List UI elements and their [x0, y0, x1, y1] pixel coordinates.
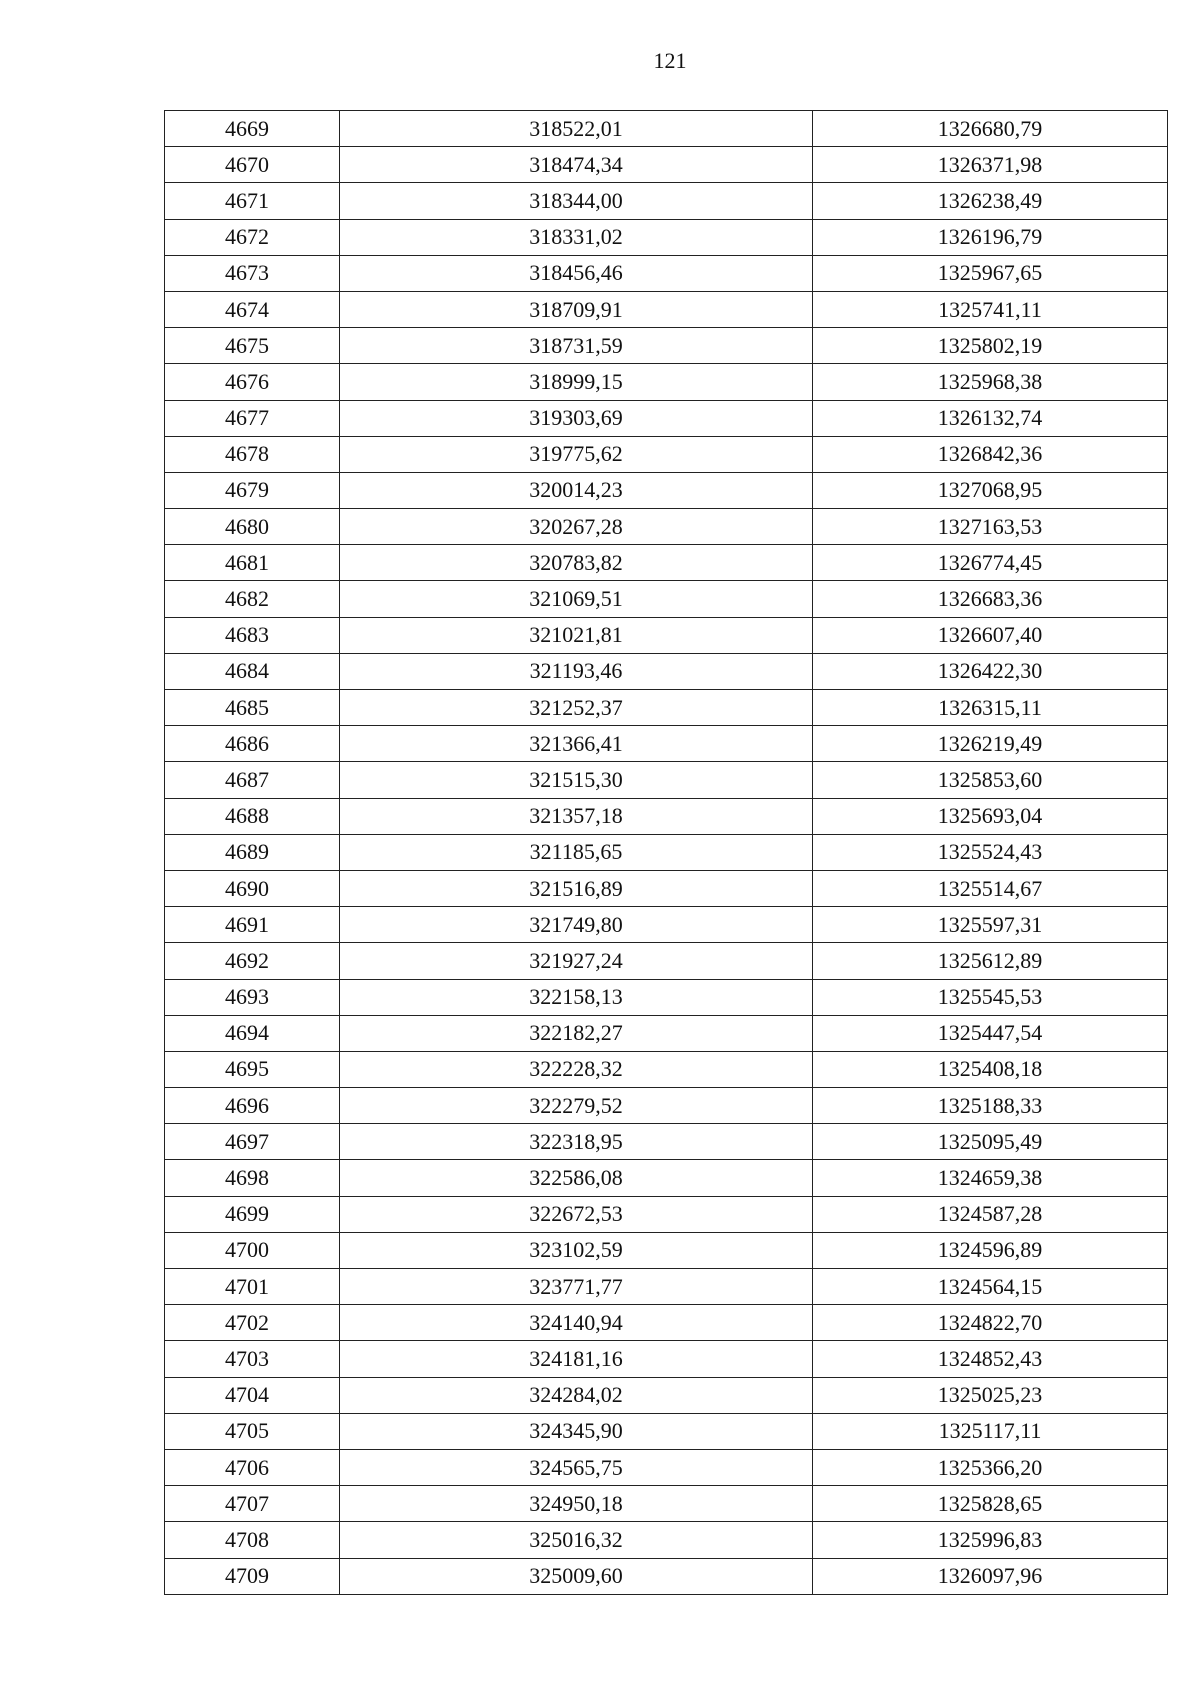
point-number-cell: 4688 — [165, 798, 340, 834]
y-coordinate-cell: 1325612,89 — [813, 943, 1168, 979]
table-row — [165, 255, 1168, 291]
table-row — [165, 291, 1168, 327]
point-number-cell: 4699 — [165, 1196, 340, 1232]
y-coordinate-cell: 1326683,36 — [813, 581, 1168, 617]
point-number-cell: 4674 — [165, 291, 340, 327]
y-coordinate-cell: 1326238,49 — [813, 183, 1168, 219]
x-coordinate-cell: 324284,02 — [340, 1377, 813, 1413]
x-coordinate-cell: 321749,80 — [340, 907, 813, 943]
table-row — [165, 1449, 1168, 1485]
point-number-cell: 4678 — [165, 436, 340, 472]
point-number-cell: 4703 — [165, 1341, 340, 1377]
table-row — [165, 653, 1168, 689]
x-coordinate-cell: 321927,24 — [340, 943, 813, 979]
table-row — [165, 581, 1168, 617]
table-row — [165, 183, 1168, 219]
y-coordinate-cell: 1326132,74 — [813, 400, 1168, 436]
table-row — [165, 617, 1168, 653]
y-coordinate-cell: 1324852,43 — [813, 1341, 1168, 1377]
point-number-cell: 4673 — [165, 255, 340, 291]
point-number-cell: 4708 — [165, 1522, 340, 1558]
point-number-cell: 4671 — [165, 183, 340, 219]
table-row — [165, 111, 1168, 147]
table-row — [165, 509, 1168, 545]
y-coordinate-cell: 1324596,89 — [813, 1232, 1168, 1268]
y-coordinate-cell: 1325408,18 — [813, 1051, 1168, 1087]
y-coordinate-cell: 1325741,11 — [813, 291, 1168, 327]
y-coordinate-cell: 1325802,19 — [813, 328, 1168, 364]
x-coordinate-cell: 319303,69 — [340, 400, 813, 436]
table-row — [165, 328, 1168, 364]
x-coordinate-cell: 322586,08 — [340, 1160, 813, 1196]
point-number-cell: 4685 — [165, 690, 340, 726]
y-coordinate-cell: 1324564,15 — [813, 1269, 1168, 1305]
y-coordinate-cell: 1326196,79 — [813, 219, 1168, 255]
y-coordinate-cell: 1325828,65 — [813, 1486, 1168, 1522]
table-row — [165, 1558, 1168, 1594]
x-coordinate-cell: 322158,13 — [340, 979, 813, 1015]
table-row — [165, 870, 1168, 906]
table-row — [165, 545, 1168, 581]
x-coordinate-cell: 322672,53 — [340, 1196, 813, 1232]
point-number-cell: 4689 — [165, 834, 340, 870]
x-coordinate-cell: 323771,77 — [340, 1269, 813, 1305]
y-coordinate-cell: 1327163,53 — [813, 509, 1168, 545]
x-coordinate-cell: 318456,46 — [340, 255, 813, 291]
point-number-cell: 4709 — [165, 1558, 340, 1594]
y-coordinate-cell: 1327068,95 — [813, 472, 1168, 508]
point-number-cell: 4679 — [165, 472, 340, 508]
x-coordinate-cell: 322228,32 — [340, 1051, 813, 1087]
x-coordinate-cell: 325009,60 — [340, 1558, 813, 1594]
y-coordinate-cell: 1326607,40 — [813, 617, 1168, 653]
point-number-cell: 4687 — [165, 762, 340, 798]
point-number-cell: 4680 — [165, 509, 340, 545]
y-coordinate-cell: 1326097,96 — [813, 1558, 1168, 1594]
x-coordinate-cell: 322182,27 — [340, 1015, 813, 1051]
point-number-cell: 4686 — [165, 726, 340, 762]
y-coordinate-cell: 1325514,67 — [813, 870, 1168, 906]
y-coordinate-cell: 1325095,49 — [813, 1124, 1168, 1160]
x-coordinate-cell: 321515,30 — [340, 762, 813, 798]
x-coordinate-cell: 322279,52 — [340, 1088, 813, 1124]
table-row — [165, 943, 1168, 979]
y-coordinate-cell: 1326315,11 — [813, 690, 1168, 726]
x-coordinate-cell: 321185,65 — [340, 834, 813, 870]
y-coordinate-cell: 1326774,45 — [813, 545, 1168, 581]
point-number-cell: 4692 — [165, 943, 340, 979]
table-row — [165, 690, 1168, 726]
point-number-cell: 4672 — [165, 219, 340, 255]
x-coordinate-cell: 322318,95 — [340, 1124, 813, 1160]
y-coordinate-cell: 1325025,23 — [813, 1377, 1168, 1413]
point-number-cell: 4694 — [165, 1015, 340, 1051]
point-number-cell: 4701 — [165, 1269, 340, 1305]
x-coordinate-cell: 318522,01 — [340, 111, 813, 147]
y-coordinate-cell: 1324659,38 — [813, 1160, 1168, 1196]
x-coordinate-cell: 324345,90 — [340, 1413, 813, 1449]
table-row — [165, 1015, 1168, 1051]
table-row — [165, 1051, 1168, 1087]
y-coordinate-cell: 1325524,43 — [813, 834, 1168, 870]
table-row — [165, 1088, 1168, 1124]
y-coordinate-cell: 1326422,30 — [813, 653, 1168, 689]
table-row — [165, 907, 1168, 943]
table-row — [165, 798, 1168, 834]
point-number-cell: 4684 — [165, 653, 340, 689]
x-coordinate-cell: 318331,02 — [340, 219, 813, 255]
table-row — [165, 1377, 1168, 1413]
x-coordinate-cell: 324181,16 — [340, 1341, 813, 1377]
x-coordinate-cell: 324565,75 — [340, 1449, 813, 1485]
table-row — [165, 1124, 1168, 1160]
y-coordinate-cell: 1326371,98 — [813, 147, 1168, 183]
table-row — [165, 1522, 1168, 1558]
table-row — [165, 1160, 1168, 1196]
y-coordinate-cell: 1325545,53 — [813, 979, 1168, 1015]
x-coordinate-cell: 321516,89 — [340, 870, 813, 906]
x-coordinate-cell: 320267,28 — [340, 509, 813, 545]
point-number-cell: 4702 — [165, 1305, 340, 1341]
y-coordinate-cell: 1324587,28 — [813, 1196, 1168, 1232]
coordinates-table — [164, 110, 1168, 1595]
table-body — [165, 111, 1168, 1595]
table-row — [165, 1413, 1168, 1449]
table-row — [165, 1196, 1168, 1232]
point-number-cell: 4683 — [165, 617, 340, 653]
point-number-cell: 4676 — [165, 364, 340, 400]
table-row — [165, 834, 1168, 870]
table-row — [165, 472, 1168, 508]
table-row — [165, 147, 1168, 183]
table-row — [165, 364, 1168, 400]
x-coordinate-cell: 321357,18 — [340, 798, 813, 834]
y-coordinate-cell: 1325968,38 — [813, 364, 1168, 400]
x-coordinate-cell: 318709,91 — [340, 291, 813, 327]
point-number-cell: 4693 — [165, 979, 340, 1015]
table-row — [165, 1486, 1168, 1522]
x-coordinate-cell: 318474,34 — [340, 147, 813, 183]
y-coordinate-cell: 1325188,33 — [813, 1088, 1168, 1124]
point-number-cell: 4698 — [165, 1160, 340, 1196]
point-number-cell: 4696 — [165, 1088, 340, 1124]
y-coordinate-cell: 1326680,79 — [813, 111, 1168, 147]
point-number-cell: 4677 — [165, 400, 340, 436]
table-row — [165, 219, 1168, 255]
x-coordinate-cell: 321366,41 — [340, 726, 813, 762]
point-number-cell: 4675 — [165, 328, 340, 364]
x-coordinate-cell: 320014,23 — [340, 472, 813, 508]
point-number-cell: 4682 — [165, 581, 340, 617]
table-row — [165, 1269, 1168, 1305]
x-coordinate-cell: 318344,00 — [340, 183, 813, 219]
x-coordinate-cell: 321252,37 — [340, 690, 813, 726]
x-coordinate-cell: 323102,59 — [340, 1232, 813, 1268]
page-number: 121 — [653, 48, 687, 73]
point-number-cell: 4700 — [165, 1232, 340, 1268]
y-coordinate-cell: 1325117,11 — [813, 1413, 1168, 1449]
x-coordinate-cell: 319775,62 — [340, 436, 813, 472]
y-coordinate-cell: 1325693,04 — [813, 798, 1168, 834]
y-coordinate-cell: 1326219,49 — [813, 726, 1168, 762]
y-coordinate-cell: 1324822,70 — [813, 1305, 1168, 1341]
point-number-cell: 4670 — [165, 147, 340, 183]
x-coordinate-cell: 321021,81 — [340, 617, 813, 653]
y-coordinate-cell: 1326842,36 — [813, 436, 1168, 472]
point-number-cell: 4704 — [165, 1377, 340, 1413]
table-row — [165, 1341, 1168, 1377]
y-coordinate-cell: 1325366,20 — [813, 1449, 1168, 1485]
x-coordinate-cell: 318731,59 — [340, 328, 813, 364]
y-coordinate-cell: 1325996,83 — [813, 1522, 1168, 1558]
x-coordinate-cell: 321069,51 — [340, 581, 813, 617]
y-coordinate-cell: 1325967,65 — [813, 255, 1168, 291]
point-number-cell: 4707 — [165, 1486, 340, 1522]
table-row — [165, 726, 1168, 762]
table-row — [165, 400, 1168, 436]
point-number-cell: 4697 — [165, 1124, 340, 1160]
table-row — [165, 1232, 1168, 1268]
table-row — [165, 436, 1168, 472]
y-coordinate-cell: 1325597,31 — [813, 907, 1168, 943]
table-row — [165, 762, 1168, 798]
table-row — [165, 979, 1168, 1015]
point-number-cell: 4691 — [165, 907, 340, 943]
x-coordinate-cell: 320783,82 — [340, 545, 813, 581]
x-coordinate-cell: 325016,32 — [340, 1522, 813, 1558]
point-number-cell: 4669 — [165, 111, 340, 147]
point-number-cell: 4705 — [165, 1413, 340, 1449]
x-coordinate-cell: 324140,94 — [340, 1305, 813, 1341]
y-coordinate-cell: 1325853,60 — [813, 762, 1168, 798]
point-number-cell: 4690 — [165, 870, 340, 906]
x-coordinate-cell: 318999,15 — [340, 364, 813, 400]
x-coordinate-cell: 324950,18 — [340, 1486, 813, 1522]
y-coordinate-cell: 1325447,54 — [813, 1015, 1168, 1051]
point-number-cell: 4681 — [165, 545, 340, 581]
point-number-cell: 4706 — [165, 1449, 340, 1485]
point-number-cell: 4695 — [165, 1051, 340, 1087]
table-row — [165, 1305, 1168, 1341]
x-coordinate-cell: 321193,46 — [340, 653, 813, 689]
